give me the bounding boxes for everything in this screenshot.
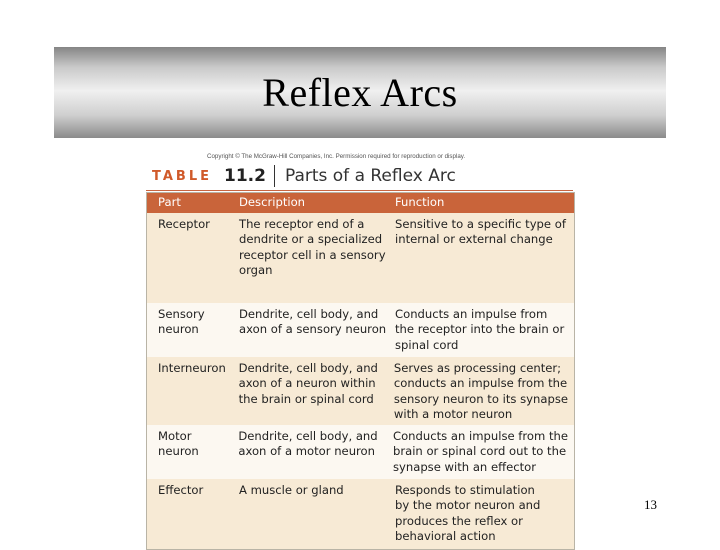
cell-description	[228, 357, 383, 425]
cell-description-line: receptor cell in a sensory	[239, 247, 386, 262]
cell-description	[228, 479, 384, 549]
cell-description-line: A muscle or gland	[239, 483, 344, 497]
cell-function	[383, 357, 574, 425]
cell-function-line: the receptor into the brain or	[395, 322, 565, 337]
cell-part-line: neuron	[158, 322, 199, 337]
cell-part-line: Effector	[158, 483, 204, 497]
cell-part	[147, 479, 228, 549]
table-row	[147, 213, 574, 303]
table-row	[147, 425, 574, 479]
cell-part-line: Sensory	[158, 307, 205, 321]
cell-description	[228, 213, 384, 303]
cell-function-line: Conducts an impulse from	[395, 307, 548, 321]
cell-part-line: neuron	[158, 444, 199, 459]
cell-function-line: Conducts an impulse from the	[392, 429, 568, 443]
table-body	[147, 213, 574, 549]
table-top-rule	[146, 190, 573, 191]
cell-part	[147, 357, 228, 425]
cell-description-line: dendrite or a specialized	[239, 232, 383, 247]
cell-function-line: sensory neuron to its synapse	[393, 391, 568, 406]
cell-description-line: axon of a sensory neuron	[239, 322, 387, 337]
cell-function	[382, 425, 574, 479]
cell-description-line: Dendrite, cell body, and	[239, 307, 379, 321]
slide-title: Reflex Arcs	[262, 70, 458, 115]
cell-part	[147, 303, 228, 357]
cell-description-line: axon of a neuron within	[238, 376, 376, 391]
cell-function-line: Serves as processing center;	[393, 361, 562, 375]
reflex-arc-table	[146, 192, 575, 550]
cell-description-line: The receptor end of a	[239, 217, 365, 231]
heading-divider	[274, 165, 275, 187]
cell-description-line: axon of a motor neuron	[238, 444, 375, 459]
table-header-row	[147, 193, 574, 213]
cell-function	[384, 213, 574, 303]
cell-description-line: organ	[239, 262, 273, 277]
cell-function-line: by the motor neuron and	[395, 498, 541, 513]
cell-function-line: with a motor neuron	[393, 406, 513, 421]
column-header-part: Part	[158, 195, 181, 210]
table-row	[147, 303, 574, 357]
column-header-description: Description	[239, 195, 306, 210]
copyright-notice: Copyright © The McGraw-Hill Companies, Inc. Permission required for reproduction or display.	[207, 153, 466, 160]
cell-function-line: behavioral action	[395, 528, 496, 543]
cell-description-line: Dendrite, cell body, and	[238, 361, 378, 375]
cell-function-line: produces the reflex or	[395, 513, 523, 528]
cell-part-line: Receptor	[158, 217, 210, 231]
cell-description	[227, 425, 382, 479]
page-number: 13	[644, 497, 657, 512]
cell-description-line: the brain or spinal cord	[238, 391, 374, 406]
cell-part-line: Interneuron	[158, 361, 226, 375]
cell-part-line: Motor	[158, 429, 192, 443]
table-label: TABLE	[152, 168, 212, 184]
cell-function-line: spinal cord	[395, 337, 459, 352]
table-number: 11.2	[224, 166, 266, 186]
title-bar	[54, 47, 666, 138]
cell-function-line: internal or external change	[395, 232, 553, 247]
cell-function-line: synapse with an effector	[392, 459, 536, 474]
table-heading	[152, 163, 456, 189]
table-row	[147, 479, 574, 549]
cell-function-line: brain or spinal cord out to the	[392, 444, 567, 459]
cell-function	[384, 303, 574, 357]
table-row	[147, 357, 574, 425]
cell-function	[384, 479, 574, 549]
cell-part	[147, 213, 228, 303]
table-title: Parts of a Reflex Arc	[284, 166, 456, 186]
cell-function-line: Responds to stimulation	[395, 483, 535, 497]
column-header-function: Function	[395, 195, 445, 210]
cell-description	[228, 303, 387, 357]
cell-part	[147, 425, 227, 479]
cell-function-line: Sensitive to a specific type of	[395, 217, 566, 231]
cell-function-line: conducts an impulse from the	[393, 376, 568, 391]
cell-description-line: Dendrite, cell body, and	[238, 429, 378, 443]
